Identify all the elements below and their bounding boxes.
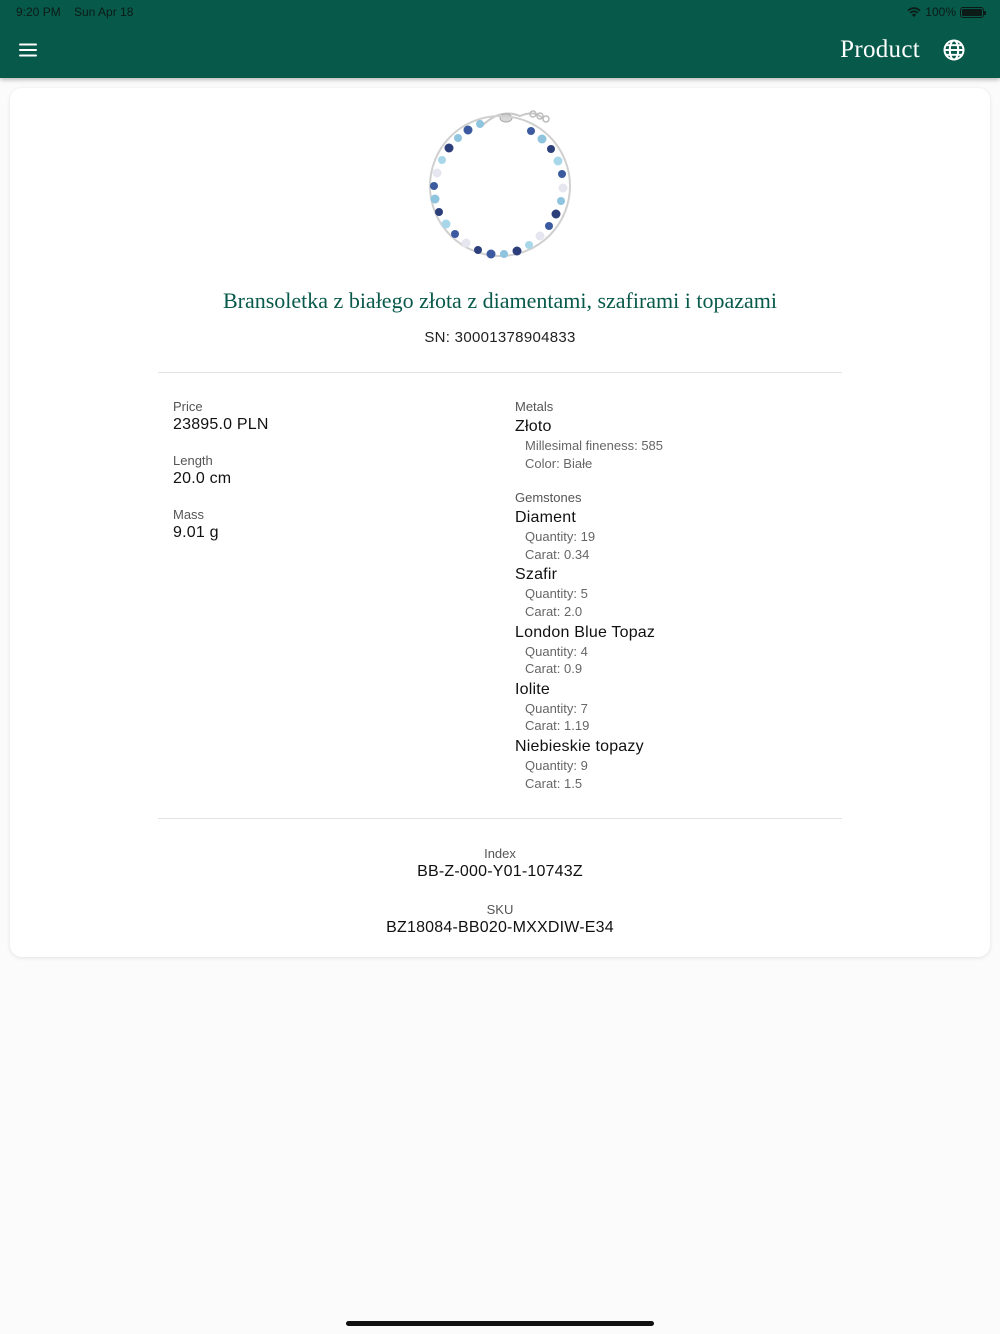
price-label: Price bbox=[173, 399, 203, 414]
battery-icon bbox=[960, 7, 984, 18]
gemstone-name: Niebieskie topazy bbox=[515, 737, 644, 755]
gemstone-item bbox=[515, 737, 875, 792]
gemstone-name: London Blue Topaz bbox=[515, 623, 656, 641]
sku-block bbox=[10, 902, 990, 938]
gemstone-carat: Carat: 2.0 bbox=[525, 603, 583, 619]
status-date: Sun Apr 18 bbox=[74, 5, 134, 19]
wifi-icon bbox=[907, 6, 921, 18]
materials-specs bbox=[515, 399, 875, 794]
price-value: 23895.0 PLN bbox=[173, 416, 269, 433]
top-app-bar bbox=[0, 0, 1000, 78]
gemstone-item bbox=[515, 623, 875, 678]
product-card bbox=[10, 88, 990, 957]
gemstone-name: Diament bbox=[515, 509, 576, 527]
index-value: BB-Z-000-Y01-10743Z bbox=[417, 863, 583, 880]
length-label: Length bbox=[173, 453, 213, 468]
gemstone-carat: Carat: 1.19 bbox=[525, 718, 590, 734]
metals-label: Metals bbox=[515, 399, 554, 414]
divider-top bbox=[158, 372, 842, 373]
length-value: 20.0 cm bbox=[173, 470, 232, 487]
mass-label: Mass bbox=[173, 507, 205, 522]
gemstone-item bbox=[515, 508, 875, 563]
gemstone-item bbox=[515, 565, 875, 620]
menu-button[interactable] bbox=[14, 36, 42, 64]
gemstone-carat: Carat: 0.34 bbox=[525, 546, 590, 562]
gemstone-name: Szafir bbox=[515, 566, 558, 584]
metal-fineness: Millesimal fineness: 585 bbox=[525, 438, 664, 453]
basic-specs bbox=[173, 399, 493, 561]
gemstone-quantity: Quantity: 9 bbox=[525, 757, 588, 773]
battery-percent: 100% bbox=[925, 5, 956, 19]
metal-color: Color: Białe bbox=[525, 455, 593, 471]
product-image bbox=[420, 104, 580, 264]
index-label: Index bbox=[484, 846, 516, 861]
gemstone-quantity: Quantity: 19 bbox=[525, 529, 596, 545]
gemstone-quantity: Quantity: 5 bbox=[525, 586, 588, 602]
hamburger-menu-icon bbox=[18, 42, 38, 58]
product-name: Bransoletka z białego złota z diamentami, szafirami i topazami bbox=[222, 288, 778, 313]
serial-number: SN: 30001378904833 bbox=[424, 329, 576, 346]
sku-label: SKU bbox=[486, 902, 514, 917]
gemstone-name: Iolite bbox=[515, 680, 550, 698]
status-time: 9:20 PM bbox=[16, 5, 61, 19]
gemstone-quantity: Quantity: 4 bbox=[525, 643, 588, 659]
home-indicator[interactable] bbox=[346, 1321, 654, 1326]
status-bar bbox=[16, 5, 984, 19]
index-block bbox=[10, 846, 990, 882]
gemstone-carat: Carat: 0.9 bbox=[525, 661, 583, 677]
globe-icon[interactable] bbox=[942, 38, 966, 62]
gemstones-label: Gemstones bbox=[515, 490, 582, 506]
sku-value: BZ18084-BB020-MXXDIW-E34 bbox=[386, 919, 614, 936]
page-title: Product bbox=[840, 36, 920, 63]
mass-value: 9.01 g bbox=[173, 524, 219, 541]
status-right bbox=[907, 5, 984, 19]
gemstone-quantity: Quantity: 7 bbox=[525, 700, 588, 716]
gemstone-carat: Carat: 1.5 bbox=[525, 775, 583, 791]
gemstone-item bbox=[515, 680, 875, 735]
metal-name: Złoto bbox=[515, 418, 552, 435]
divider-bottom bbox=[158, 818, 842, 819]
